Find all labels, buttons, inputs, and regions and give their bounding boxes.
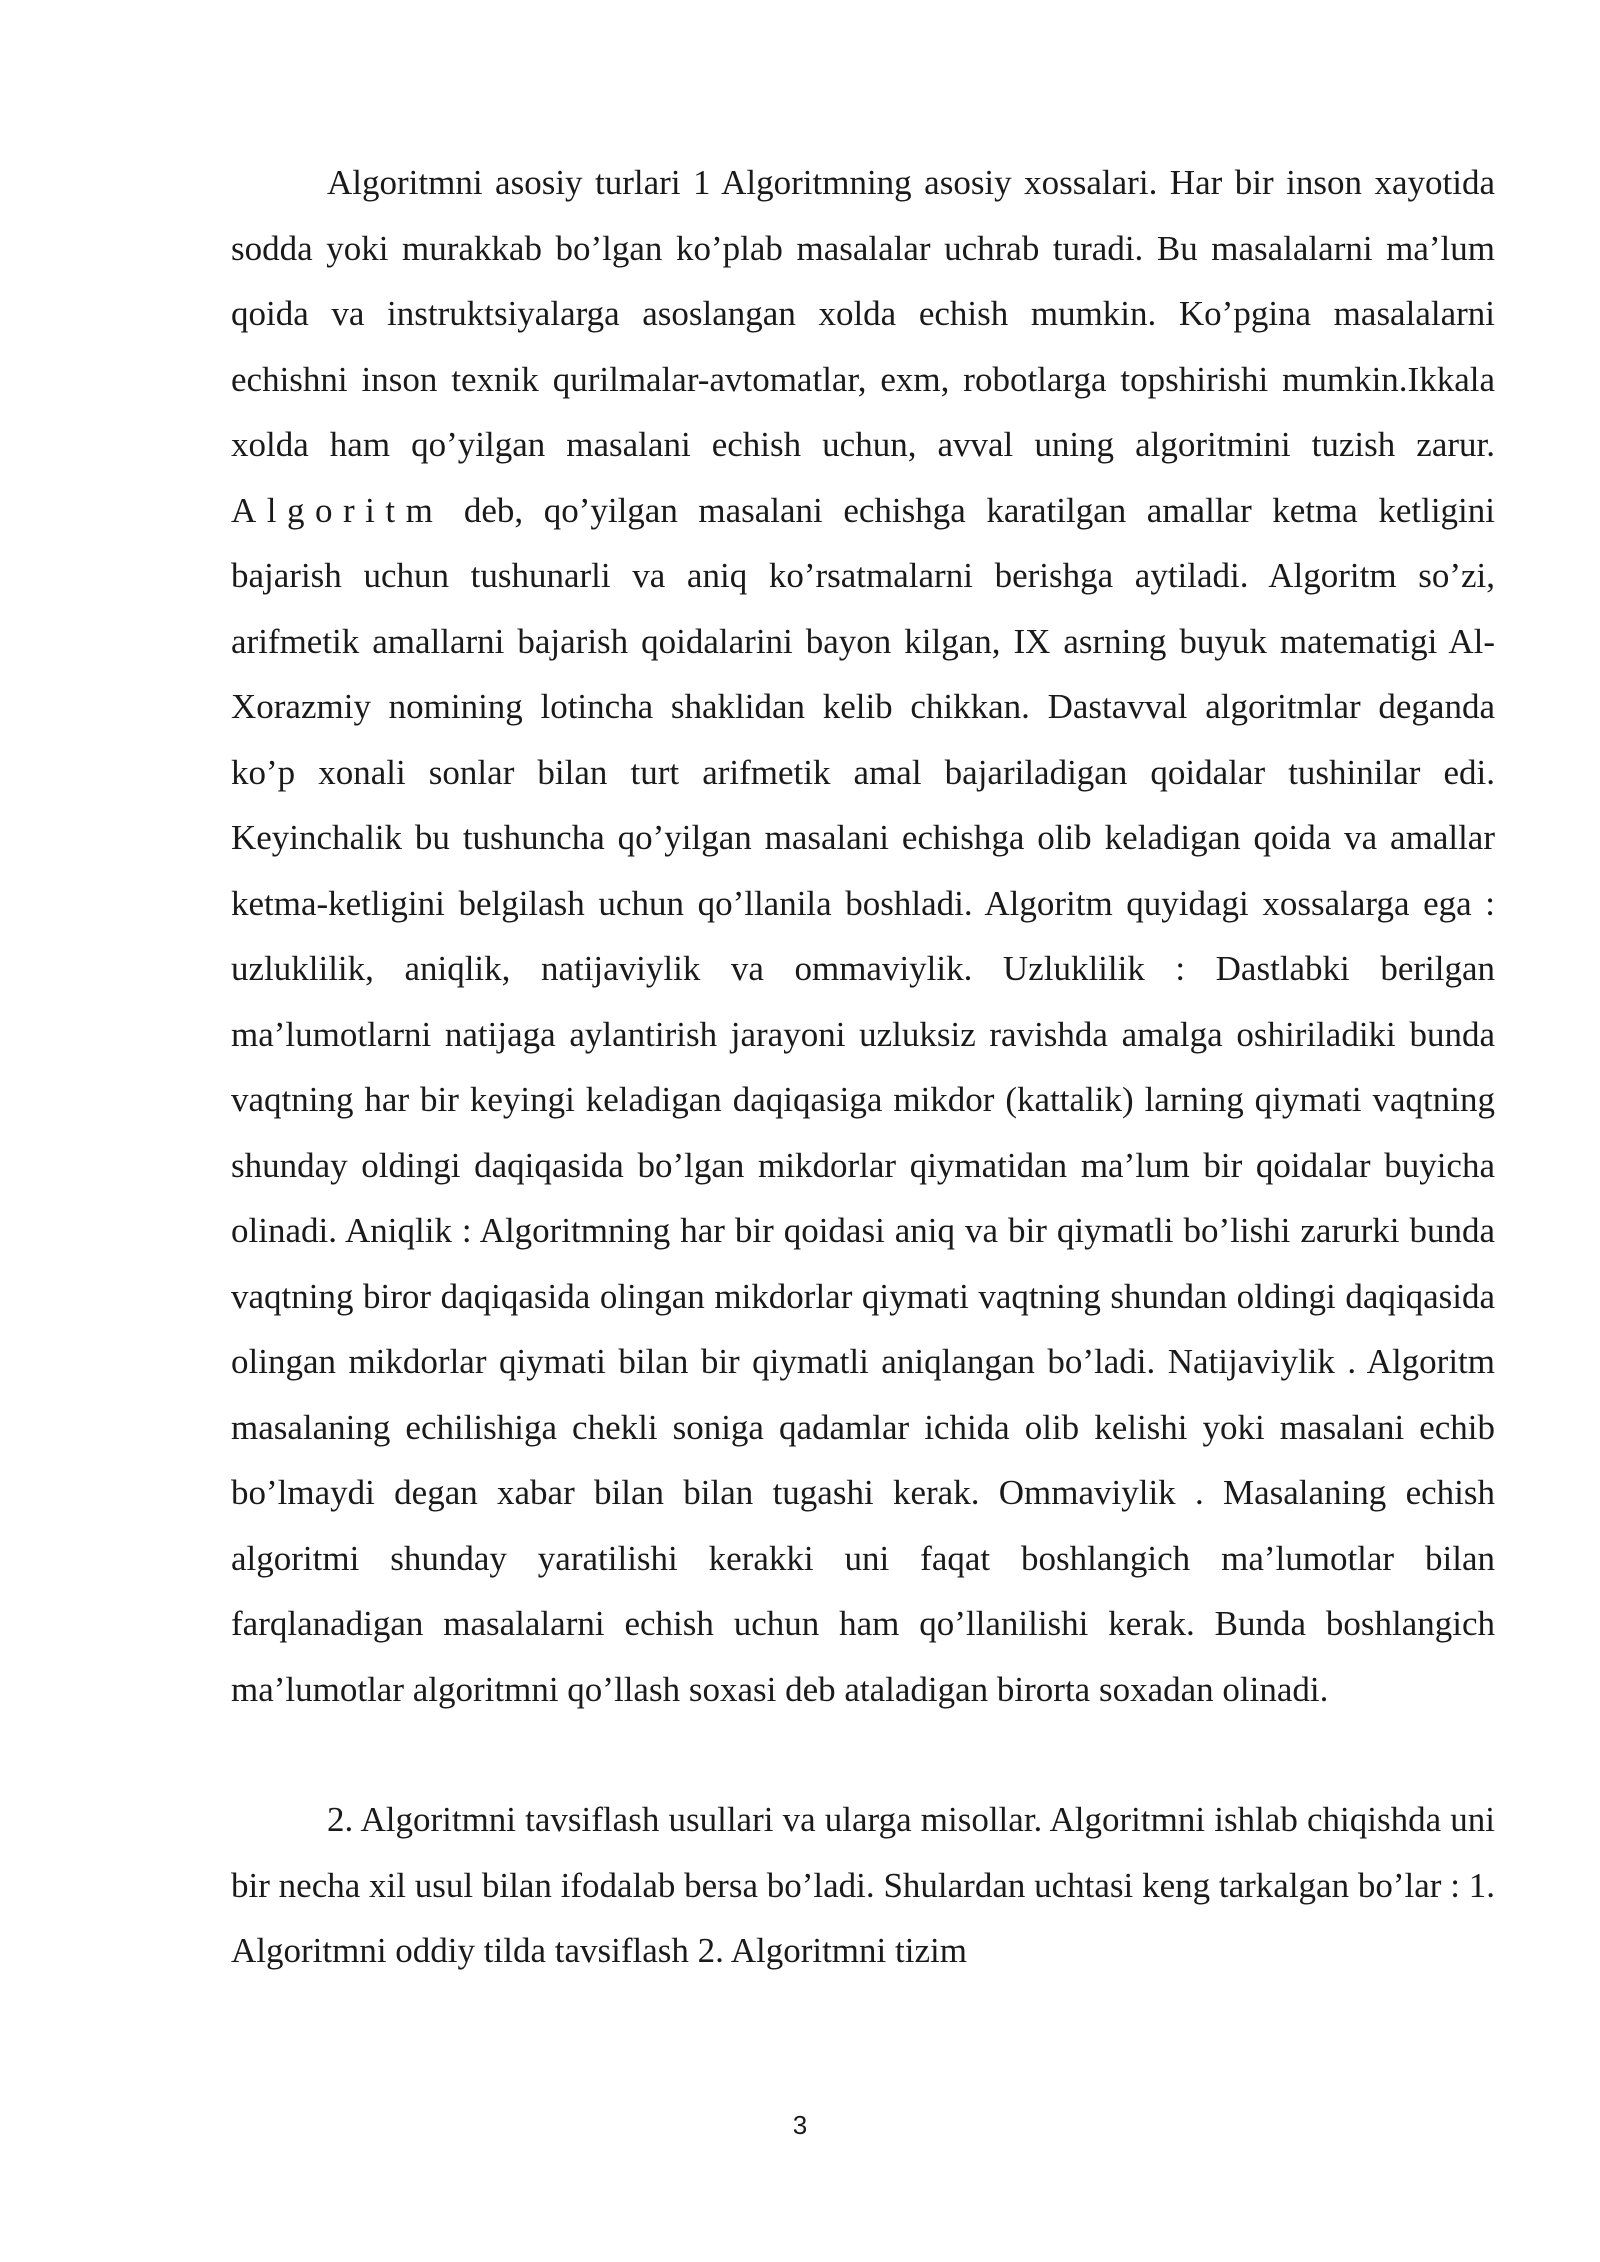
page-number: 3 — [792, 2110, 808, 2140]
paragraph-text-part: Algoritmni asosiy turlari 1 Algoritmning asosiy xossalari. Har bir inson xayotida sodda yoki murakkab bo’lgan ko’plab masalalar uchrab turadi. Bu masalalarni ma’lum qoida va instruktsiyalarga asoslangan xolda echish mumkin. Ko’pgina masalalarni echishni inson texnik qurilmalar-avtomatlar, exm, robotlarga topshirishi mumkin.Ikkala xolda ham qo’yilgan masalani echish uchun, avval uning algoritmini tuzish zarur. — [231, 163, 1495, 464]
spaced-term-algoritm: Algoritm — [231, 490, 444, 530]
paragraph-description-methods: 2. Algoritmni tavsiflash usullari va ularga misollar. Algoritmni ishlab chiqishda uni bir necha xil usul bilan ifodalab bersa bo’ladi. Shulardan uchtasi keng tarkalgan bo’lar : 1. Algoritmni oddiy tilda tavsiflash 2. Algoritmni tizim — [231, 1800, 1495, 1970]
paragraph-algorithm-properties — [231, 150, 1495, 1722]
page-body — [231, 150, 1495, 1984]
paragraph-text-part: deb, qo’yilgan masalani echishga karatilgan amallar ketma ketligini bajarish uchun tushunarli va aniq ko’rsatmalarni berishga aytiladi. Algoritm so’zi, arifmetik amallarni bajarish qoidalarini bayon kilgan, IX asrning buyuk matematigi Al-Xorazmiy nomining lotincha shaklidan kelib chikkan. Dastavval algoritmlar deganda ko’p xonali sonlar bilan turt arifmetik amal bajariladigan qoidalar tushinilar edi. Keyinchalik bu tushuncha qo’yilgan masalani echishga olib keladigan qoida va amallar ketma-ketligini belgilash uchun qo’llanila boshladi. Algoritm quyidagi xossalarga ega : uzluklilik, aniqlik, natijaviylik va ommaviylik. Uzluklilik : Dastlabki berilgan ma’lumotlarni natijaga aylantirish jarayoni uzluksiz ravishda amalga oshiriladiki bunda vaqtning har bir keyingi keladigan daqiqasiga mikdor (kattalik) larning qiymati vaqtning shunday oldingi daqiqasida bo’lgan mikdorlar qiymatidan ma’lum bir qoidalar buyicha olinadi. Aniqlik : Algoritmning har bir qoidasi aniq va bir qiymatli bo’lishi zarurki bunda vaqtning biror daqiqasida olingan mikdorlar qiymati vaqtning shundan oldingi daqiqasida olingan mikdorlar qiymati bilan bir qiymatli aniqlangan bo’ladi. Natijaviylik . Algoritm masalaning echilishiga chekli soniga qadamlar ichida olib kelishi yoki masalani echib bo’lmaydi degan xabar bilan bilan tugashi kerak. Ommaviylik . Masalaning echish algoritmi shunday yaratilishi kerakki uni faqat boshlangich ma’lumotlar bilan farqlanadigan masalalarni echish uchun ham qo’llanilishi kerak. Bunda boshlangich ma’lumotlar algoritmni qo’llash soxasi deb ataladigan birorta soxadan olinadi. — [231, 490, 1495, 1709]
